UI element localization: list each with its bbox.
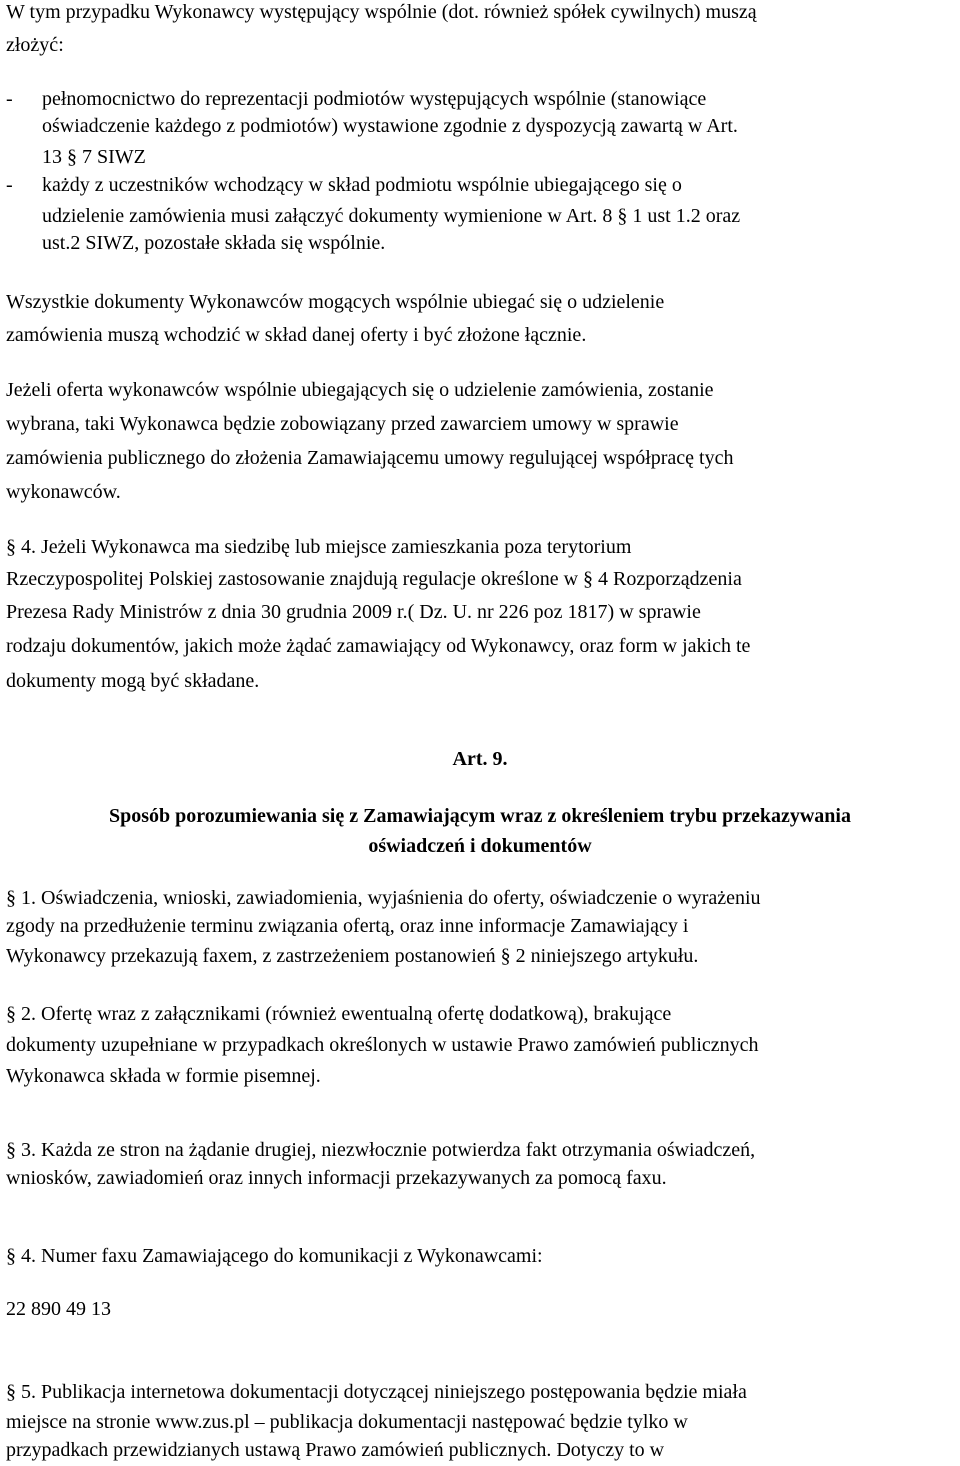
bullet-1-line-2: oświadczenie każdego z podmiotów) wystawione zgodnie z dyspozycją zawartą w Art. xyxy=(42,115,738,137)
para-2-line-4: wykonawców. xyxy=(6,481,121,503)
bullet-1-line-3: 13 § 7 SIWZ xyxy=(42,146,146,168)
clause-1-line-3: Wykonawcy przekazują faxem, z zastrzeżeniem postanowień § 2 niniejszego artykułu. xyxy=(6,945,699,967)
clause-2-line-1: § 2. Ofertę wraz z załącznikami (również ewentualną ofertę dodatkową), brakujące xyxy=(6,1003,672,1025)
clause-3-line-2: wniosków, zawiadomień oraz innych informacji przekazywanych za pomocą faxu. xyxy=(6,1167,667,1189)
intro-line-1: W tym przypadku Wykonawcy występujący wspólnie (dot. również spółek cywilnych) muszą xyxy=(6,1,757,23)
para-3-line-4: rodzaju dokumentów, jakich może żądać zamawiający od Wykonawcy, oraz form w jakich te xyxy=(6,635,751,657)
clause-5-line-2: miejsce na stronie www.zus.pl – publikacja dokumentacji następować będzie tylko w xyxy=(6,1411,688,1433)
para-3-line-5: dokumenty mogą być składane. xyxy=(6,670,260,692)
para-2-line-1: Jeżeli oferta wykonawców wspólnie ubiegających się o udzielenie zamówienia, zostanie xyxy=(6,379,714,401)
clause-3-line-1: § 3. Każda ze stron na żądanie drugiej, niezwłocznie potwierdza fakt otrzymania oświadczeń, xyxy=(6,1139,756,1161)
fax-number: 22 890 49 13 xyxy=(6,1298,111,1320)
clause-1-line-1: § 1. Oświadczenia, wnioski, zawiadomienia, wyjaśnienia do oferty, oświadczenie o wyrażeniu xyxy=(6,887,761,909)
para-2-line-2: wybrana, taki Wykonawca będzie zobowiązany przed zawarciem umowy w sprawie xyxy=(6,413,679,435)
para-3-line-3: Prezesa Rady Ministrów z dnia 30 grudnia 2009 r.( Dz. U. nr 226 poz 1817) w sprawie xyxy=(6,601,701,623)
para-1-line-1: Wszystkie dokumenty Wykonawców mogących wspólnie ubiegać się o udzielenie xyxy=(6,291,665,313)
clause-2-line-3: Wykonawca składa w formie pisemnej. xyxy=(6,1065,321,1087)
section-heading-line-1: Sposób porozumiewania się z Zamawiającym wraz z określeniem trybu przekazywania xyxy=(109,805,851,827)
section-heading-line-2: oświadczeń i dokumentów xyxy=(368,835,592,857)
clause-5-line-3: przypadkach przewidzianych ustawą Prawo zamówień publicznych. Dotyczy to w xyxy=(6,1439,665,1461)
clause-2-line-2: dokumenty uzupełniane w przypadkach określonych w ustawie Prawo zamówień publicznych xyxy=(6,1034,759,1056)
para-2-line-3: zamówienia publicznego do złożenia Zamawiającemu umowy regulującej współpracę tych xyxy=(6,447,734,469)
clause-5-line-1: § 5. Publikacja internetowa dokumentacji dotyczącej niniejszego postępowania będzie miała xyxy=(6,1381,747,1403)
clause-4-line-1: § 4. Numer faxu Zamawiającego do komunikacji z Wykonawcami: xyxy=(6,1245,543,1267)
bullet-2-line-1: każdy z uczestników wchodzący w skład podmiotu wspólnie ubiegającego się o xyxy=(42,174,682,196)
bullet-2-line-2: udzielenie zamówienia musi załączyć dokumenty wymienione w Art. 8 § 1 ust 1.2 oraz xyxy=(42,205,741,227)
para-1-line-2: zamówienia muszą wchodzić w skład danej oferty i być złożone łącznie. xyxy=(6,324,587,346)
intro-line-2: złożyć: xyxy=(6,34,64,56)
bullet-2-line-3: ust.2 SIWZ, pozostałe składa się wspólnie. xyxy=(42,232,386,254)
clause-1-line-2: zgody na przedłużenie terminu związania ofertą, oraz inne informacje Zamawiający i xyxy=(6,915,689,937)
bullet-dash-1: - xyxy=(6,88,13,110)
para-3-line-1: § 4. Jeżeli Wykonawca ma siedzibę lub miejsce zamieszkania poza terytorium xyxy=(6,536,632,558)
para-3-line-2: Rzeczypospolitej Polskiej zastosowanie znajdują regulacje określone w § 4 Rozporządzenia xyxy=(6,568,742,590)
article-number: Art. 9. xyxy=(452,748,508,770)
bullet-dash-2: - xyxy=(6,174,13,196)
bullet-1-line-1: pełnomocnictwo do reprezentacji podmiotów występujących wspólnie (stanowiące xyxy=(42,88,707,110)
